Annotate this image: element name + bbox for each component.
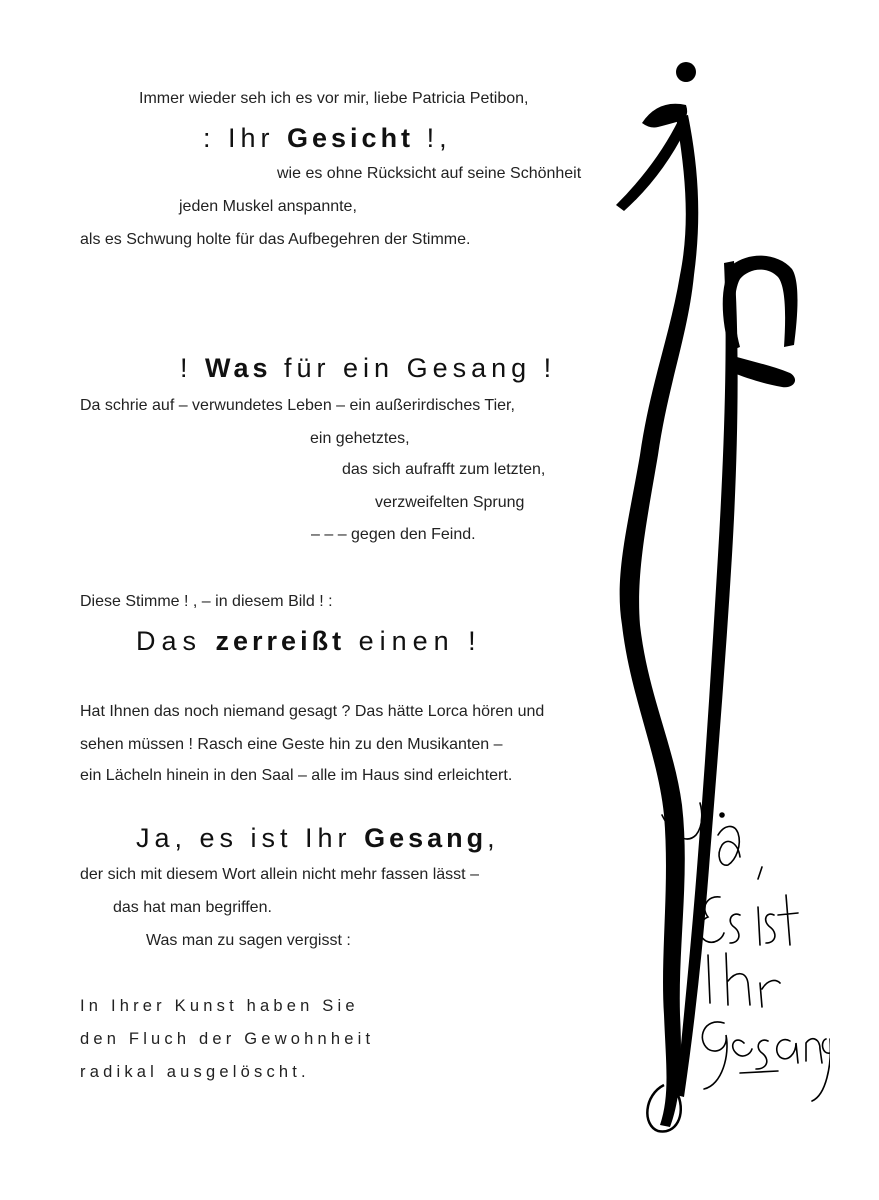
calligraphy-a-tail bbox=[728, 355, 795, 387]
text-segment: ! bbox=[180, 353, 206, 383]
poem-line: verzweifelten Sprung bbox=[375, 494, 525, 511]
text-segment: für ein Gesang ! bbox=[271, 353, 557, 383]
poem-line: Hat Ihnen das noch niemand gesagt ? Das hätte Lorca hören und bbox=[80, 703, 545, 720]
text-segment: Das bbox=[136, 626, 216, 656]
bold-word: Gesicht bbox=[287, 123, 415, 153]
poem-line: den Fluch der Gewohnheit bbox=[80, 1030, 375, 1048]
poem-line: das hat man begriffen. bbox=[113, 899, 272, 916]
poem-line: wie es ohne Rücksicht auf seine Schönheit bbox=[277, 165, 582, 182]
text-segment: , bbox=[487, 823, 500, 853]
calligraphy-dot bbox=[676, 62, 696, 82]
calligraphy-a-stem bbox=[676, 261, 738, 1097]
poem-line: Diese Stimme ! , – in diesem Bild ! : bbox=[80, 593, 333, 610]
poem-line: der sich mit diesem Wort allein nicht mehr fassen lässt – bbox=[80, 866, 479, 883]
calligraphy-arm bbox=[616, 121, 686, 211]
calligraphy-artwork bbox=[600, 55, 830, 1145]
poem-line: als es Schwung holte für das Aufbegehren der Stimme. bbox=[80, 231, 471, 248]
text-segment: !, bbox=[414, 123, 452, 153]
bold-word: Gesang bbox=[364, 823, 488, 853]
bold-word: Was bbox=[205, 353, 272, 383]
handwriting-gesang bbox=[702, 1022, 830, 1101]
poem-line: ein gehetztes, bbox=[310, 430, 410, 447]
poem-line: das sich aufrafft zum letzten, bbox=[342, 461, 546, 478]
text-segment: Ja, es ist Ihr bbox=[136, 823, 365, 853]
poem-line-emphasis bbox=[136, 822, 500, 854]
poem-line: sehen müssen ! Rasch eine Geste hin zu den Musikanten – bbox=[80, 736, 503, 753]
poem-line: jeden Muskel anspannte, bbox=[179, 198, 357, 215]
poem-line-emphasis bbox=[180, 352, 556, 384]
handwriting-es-ist bbox=[699, 895, 798, 945]
poem-line: ein Lächeln hinein in den Saal – alle im Haus sind erleichtert. bbox=[80, 767, 513, 784]
handwriting-ihr bbox=[708, 953, 780, 1007]
poem-line-emphasis bbox=[136, 625, 482, 657]
poem-line: Immer wieder seh ich es vor mir, liebe Patricia Petibon, bbox=[139, 90, 529, 107]
calligraphy-stem bbox=[620, 115, 699, 1127]
text-segment: einen ! bbox=[345, 626, 482, 656]
poem-line: Da schrie auf – verwundetes Leben – ein außerirdisches Tier, bbox=[80, 397, 515, 414]
poem-line-emphasis bbox=[203, 122, 452, 154]
poem-line: Was man zu sagen vergisst : bbox=[146, 932, 351, 949]
poem-line: – – – gegen den Feind. bbox=[311, 526, 476, 543]
text-segment: : Ihr bbox=[203, 123, 288, 153]
poem-line: radikal ausgelöscht. bbox=[80, 1063, 310, 1081]
bold-word: zerreißt bbox=[215, 626, 346, 656]
poem-line: In Ihrer Kunst haben Sie bbox=[80, 997, 359, 1015]
